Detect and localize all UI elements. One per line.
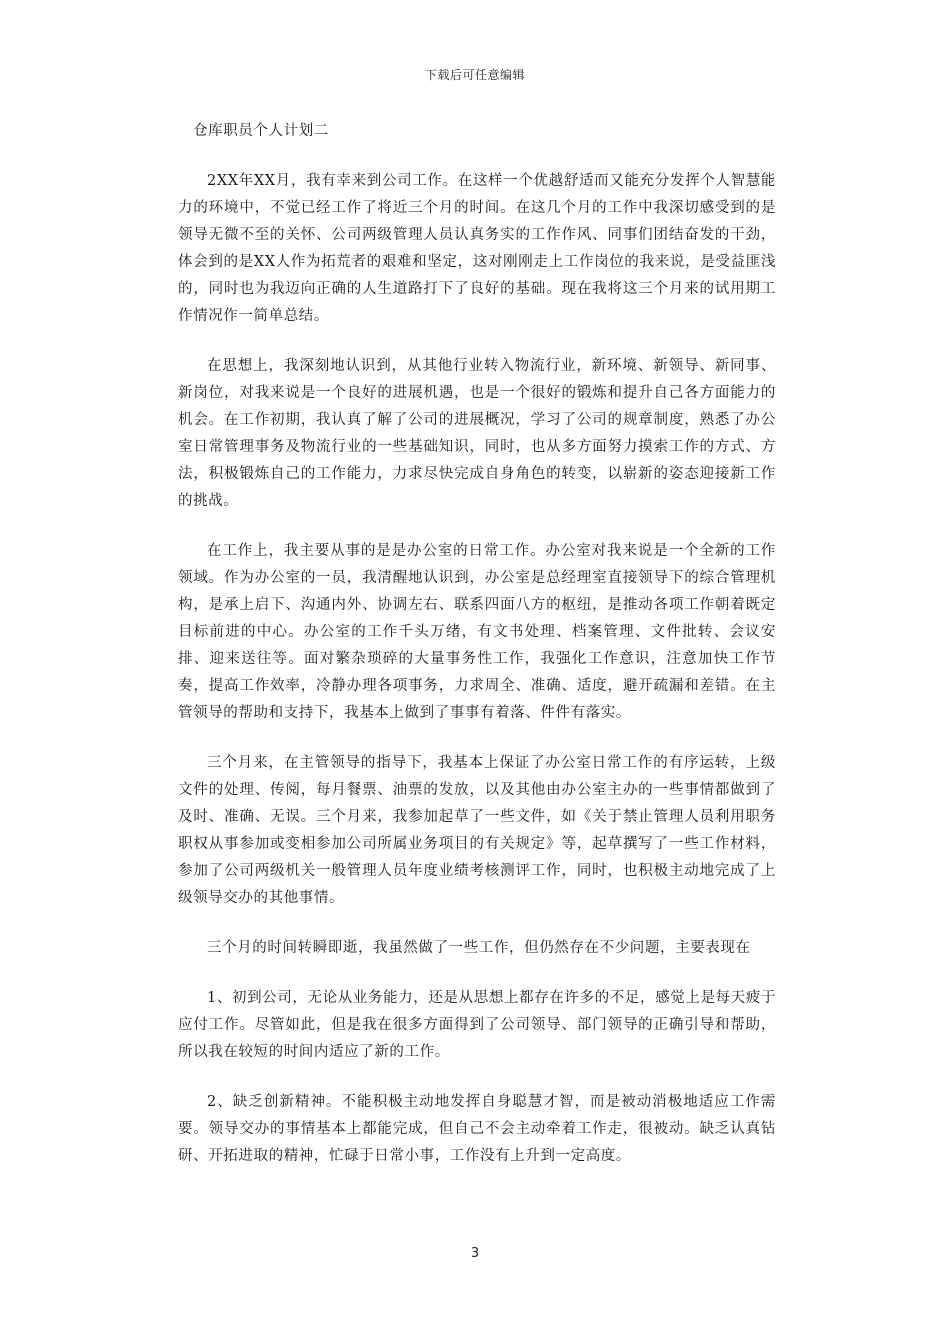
document-title: 仓库职员个人计划二: [193, 123, 329, 139]
page-header: 下载后可任意编辑: [424, 68, 525, 82]
page-number: 3: [470, 1246, 480, 1261]
paragraph-thinking: 在思想上，我深刻地认识到，从其他行业转入物流行业，新环境、新领导、新同事、新岗位，对我来说是一个良好的进展机遇，也是一个很好的锻炼和提升自己各方面能力的机会。在工作初期，我认真了解了公司的进展概况，学习了公司的规章制度，熟悉了办公室日常管理事务及物流行业的一些基础知识，同时，也从多方面努力摸索工作的方式、方法，积极锻炼自己的工作能力，力求尽快完成自身角色的转变，以崭新的姿态迎接新工作的挑战。: [178, 358, 776, 509]
paragraph-intro: 2XX年XX月，我有幸来到公司工作。在这样一个优越舒适而又能充分发挥个人智慧能力的环境中，不觉已经工作了将近三个月的时间。在这几个月的工作中我深切感受到的是领导无微不至的关怀、公司两级管理人员认真务实的工作作风、同事们团结奋发的干劲，体会到的是XX人作为拓荒者的艰难和坚定，这对刚刚走上工作岗位的我来说，是受益匪浅的，同时也为我迈向正确的人生道路打下了良好的基础。现在我将这三个月来的试用期工作情况作一简单总结。: [178, 173, 776, 324]
paragraph-problems-intro: 三个月的时间转瞬即逝，我虽然做了一些工作，但仍然存在不少问题，主要表现在: [207, 940, 751, 956]
paragraph-work: 在工作上，我主要从事的是是办公室的日常工作。办公室对我来说是一个全新的工作领域。作为办公室的一员，我清醒地认识到，办公室是总经理室直接领导下的综合管理机构，是承上启下、沟通内外、协调左右、联系四面八方的枢纽，是推动各项工作朝着既定目标前进的中心。办公室的工作千头万绪，有文书处理、档案管理、文件批转、会议安排、迎来送往等。面对繁杂琐碎的大量事务性工作，我强化工作意识，注意加快工作节奏，提高工作效率，冷静办理各项事务，力求周全、准确、适度，避开疏漏和差错。在主管领导的帮助和支持下，我基本上做到了事事有着落、件件有落实。: [178, 543, 776, 721]
paragraph-achievements: 三个月来，在主管领导的指导下，我基本上保证了办公室日常工作的有序运转，上级文件的处理、传阅，每月餐票、油票的发放，以及其他由办公室主办的一些事情都做到了及时、准确、无误。三个月来，我参加起草了一些文件，如《关于禁止管理人员利用职务职权从事参加或变相参加公司所属业务项目的有关规定》等，起草撰写了一些工作材料，参加了公司两级机关一般管理人员年度业绩考核测评工作，同时，也积极主动地完成了上级领导交办的其他事情。: [178, 755, 776, 906]
paragraph-problem-2: 2、缺乏创新精神。不能积极主动地发挥自身聪慧才智，而是被动消极地适应工作需要。领导交办的事情基本上都能完成，但自己不会主动牵着工作走，很被动。缺乏认真钻研、开拓进取的精神，忙碌于日常小事，工作没有上升到一定高度。: [178, 1094, 776, 1164]
document-body: [178, 118, 776, 1193]
paragraph-problem-1: 1、初到公司，无论从业务能力，还是从思想上都存在许多的不足，感觉上是每天疲于应付工作。尽管如此，但是我在很多方面得到了公司领导、部门领导的正确引导和帮助，所以我在较短的时间内适应了新的工作。: [178, 990, 776, 1060]
